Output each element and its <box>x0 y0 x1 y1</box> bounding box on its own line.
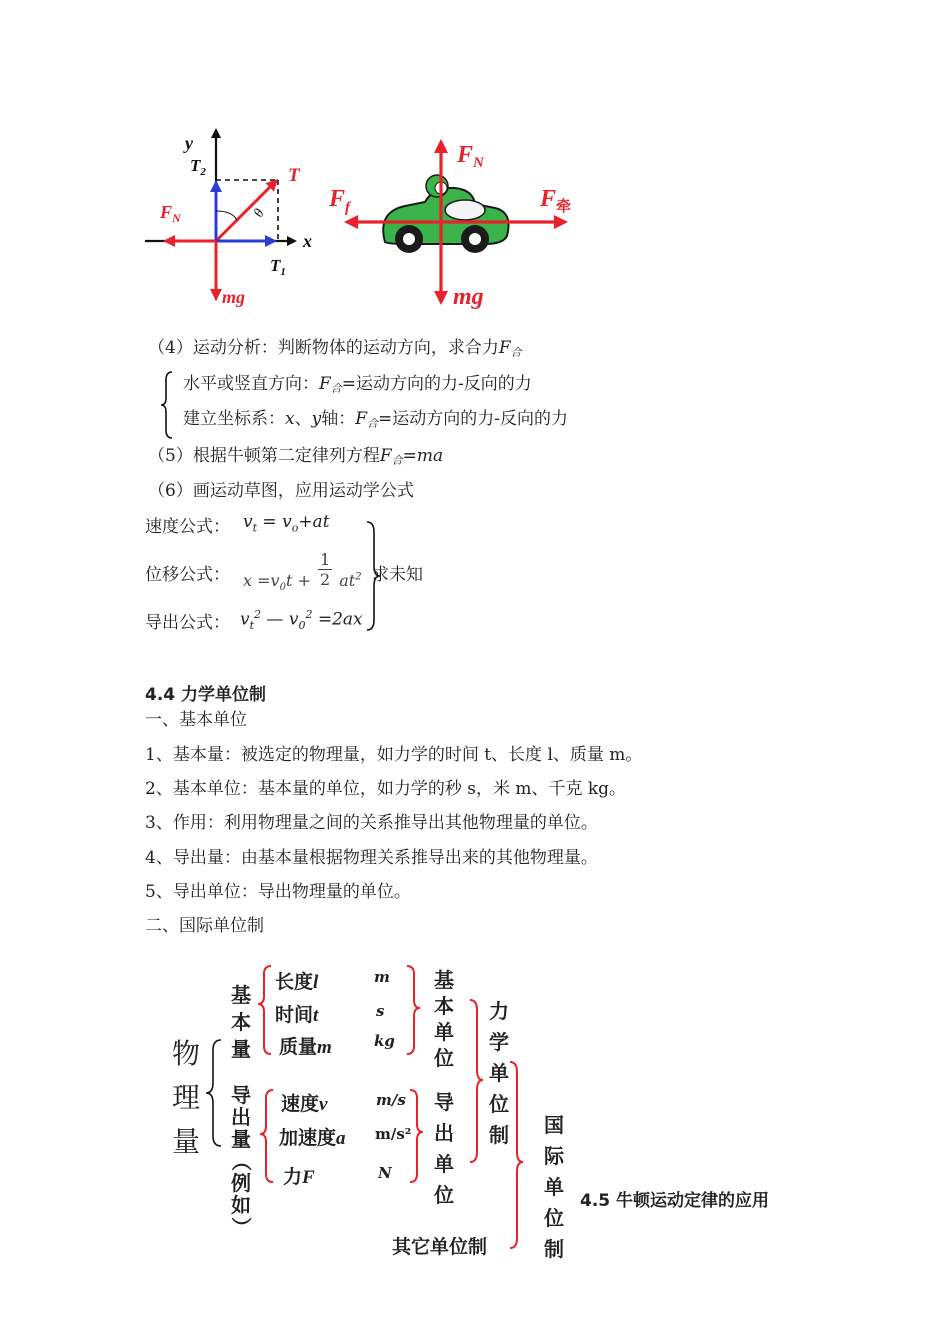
ff-label: $F_f$ <box>329 186 351 216</box>
base-unit-kg: kg <box>374 1032 395 1050</box>
displacement-formula: $x =v_0t$ + $\frac{1}{2}$ $at^2$ <box>243 550 362 594</box>
derived-row-velocity: 速度v <box>281 1093 328 1115</box>
other-unit-system-label: 其它单位制 <box>392 1236 488 1258</box>
solve-unknown: 求未知 <box>372 565 423 585</box>
tension-arrow <box>216 181 276 241</box>
step-4: （4）运动分析：判断物体的运动方向，求合力$F_合$ <box>148 338 522 359</box>
mechanics-unit-system-label: 力 学 单 位 制 <box>489 999 509 1147</box>
derived-formula-label: 导出公式： <box>145 613 230 633</box>
heading-base-units: 一、基本单位 <box>145 710 247 730</box>
fn-label-car: $F_N$ <box>457 142 484 171</box>
physical-quantity-label: 物 理 量 <box>171 1037 200 1158</box>
fq-label: $F_牵$ <box>540 186 572 215</box>
t2-label: $T_2$ <box>190 156 206 178</box>
step-6: （6）画运动草图，应用运动学公式 <box>148 481 414 501</box>
rear-wheel-hub <box>403 233 415 245</box>
derived-quantity-label: 导 出 量 （ 例 如 ） <box>229 1083 253 1237</box>
base-unit-m: m <box>374 968 390 986</box>
branch-2: 建立坐标系：x、y轴：$F_合=$运动方向的力-反向的力 <box>183 409 568 430</box>
derived-row-acceleration: 加速度a <box>279 1127 346 1149</box>
base-row-mass: 质量m <box>279 1036 332 1058</box>
derived-formula: $v_t^2$ — $v_0^2 =2ax$ <box>240 608 363 633</box>
mg-label: mg <box>222 287 246 307</box>
base-quantity-label: 基 本 量 <box>231 983 251 1061</box>
y-label: y <box>185 133 193 153</box>
step-5: （5）根据牛顿第二定律列方程$F_合=ma$ <box>148 446 444 467</box>
t-label: T <box>288 165 300 186</box>
car-window <box>445 200 485 220</box>
list-item: 3、作用：利用物理量之间的关系推导出其他物理量的单位。 <box>145 813 598 833</box>
list-item: 2、基本单位：基本量的单位，如力学的秒 s，米 m、千克 kg。 <box>145 779 627 799</box>
derived-row-force: 力F <box>283 1166 315 1188</box>
brace-left-steps <box>158 370 176 440</box>
speed-formula: $v_t = v_o+at$ <box>243 512 330 535</box>
car-force-figure <box>325 132 590 310</box>
heading-si: 二、国际单位制 <box>145 916 264 936</box>
theta-arc <box>216 211 237 220</box>
derived-unit-ms: m/s <box>376 1091 406 1109</box>
speed-formula-label: 速度公式： <box>145 517 230 537</box>
section-4-5-title: 4.5 牛顿运动定律的应用 <box>580 1191 770 1211</box>
displacement-formula-label: 位移公式： <box>145 565 230 585</box>
derived-unit-label: 导 出 单 位 <box>434 1090 454 1207</box>
base-unit-label: 基 本 单 位 <box>434 968 454 1070</box>
base-row-time: 时间t <box>275 1004 319 1026</box>
fn-label: $F_N$ <box>160 202 181 225</box>
section-4-4-title: 4.4 力学单位制 <box>145 685 267 705</box>
derived-unit-n: N <box>378 1164 392 1182</box>
force-decomposition-figure <box>140 125 320 310</box>
theta-label: θ <box>251 206 268 221</box>
base-unit-s: s <box>376 1002 385 1020</box>
front-wheel-hub <box>469 233 481 245</box>
branch-1: 水平或竖直方向：$F_合=$运动方向的力-反向的力 <box>183 374 532 395</box>
base-row-length: 长度l <box>275 971 319 993</box>
derived-unit-ms2: m/s² <box>375 1125 412 1143</box>
list-item: 1、基本量：被选定的物理量，如力学的时间 t、长度 l、质量 m。 <box>145 745 643 765</box>
list-item: 5、导出单位：导出物理量的单位。 <box>145 882 411 902</box>
t1-label: $T_1$ <box>270 256 286 278</box>
brace-physical-quantity <box>204 1038 224 1148</box>
x-label: x <box>303 231 312 251</box>
list-item: 4、导出量：由基本量根据物理关系推导出来的其他物理量。 <box>145 848 598 868</box>
si-unit-system-label: 国 际 单 位 制 <box>544 1113 564 1261</box>
mg-label-car: mg <box>453 284 484 310</box>
